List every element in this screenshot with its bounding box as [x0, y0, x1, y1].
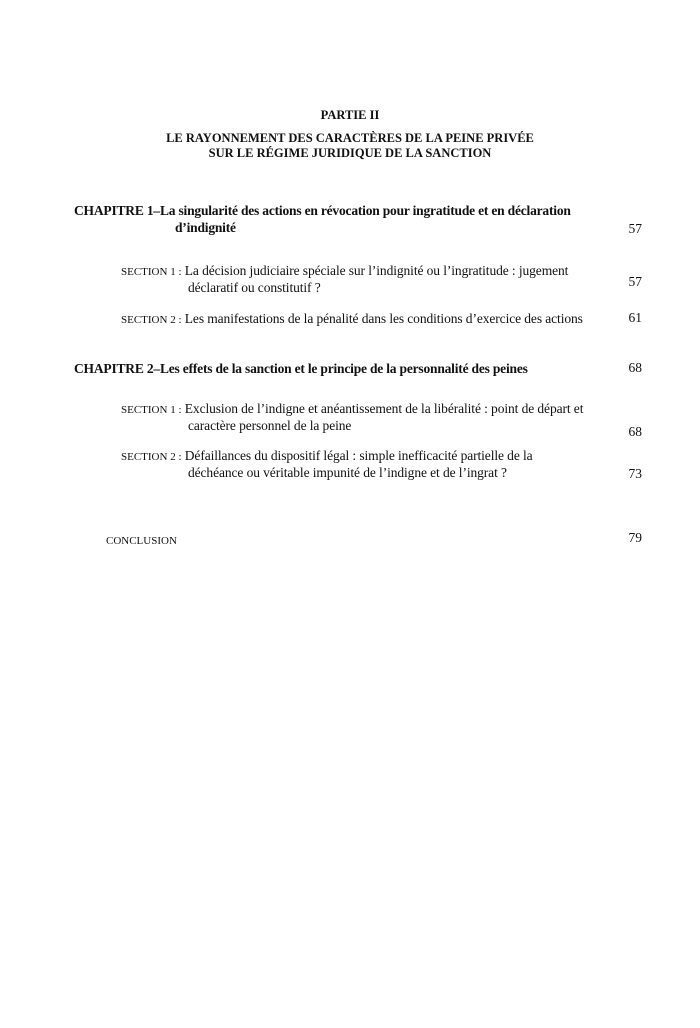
chapter-title-line1: La singularité des actions en révocation pour ingratitude et en déclaration — [159, 203, 571, 218]
section-title-line1: Défaillances du dispositif légal : simple inefficacité partielle de la — [184, 448, 533, 463]
toc-section-2-1[interactable] — [121, 401, 616, 434]
toc-section-1-2[interactable] — [121, 311, 616, 328]
chapter-separator: – — [153, 361, 160, 376]
toc-section-2-2[interactable] — [121, 448, 616, 481]
toc-chapter-2[interactable] — [74, 360, 622, 377]
part-title: PARTIE II — [320, 108, 380, 122]
section-label: SECTION 2 : — [121, 314, 182, 326]
section-title-line1: Exclusion de l’indigne et anéantissement de la libéralité : point de départ et — [184, 401, 584, 416]
toc-chapter-1[interactable] — [74, 202, 622, 236]
part-subtitle-line2: SUR LE RÉGIME JURIDIQUE DE LA SANCTION — [208, 146, 492, 160]
section-page-number: 57 — [628, 274, 642, 289]
section-page-number: 68 — [628, 424, 642, 439]
section-label: SECTION 1 : — [121, 266, 182, 278]
toc-conclusion[interactable]: CONCLUSION — [106, 535, 177, 547]
part-subtitle-line1: LE RAYONNEMENT DES CARACTÈRES DE LA PEINE PRIVÉE — [166, 131, 534, 145]
chapter-page-number: 68 — [628, 360, 642, 375]
section-title-line2: déchéance ou véritable impunité de l’indigne et de l’ingrat ? — [188, 465, 507, 480]
chapter-page-number: 57 — [628, 221, 642, 236]
section-title-line1: La décision judiciaire spéciale sur l’indignité ou l’ingratitude : jugement — [184, 263, 569, 278]
chapter-title-line2: d’indignité — [175, 220, 236, 235]
part-subtitle — [0, 131, 700, 161]
toc-section-1-1[interactable] — [121, 263, 616, 296]
section-title-line2: déclaratif ou constitutif ? — [188, 280, 321, 295]
chapter-label: CHAPITRE 1 — [74, 203, 154, 218]
chapter-separator: – — [153, 203, 160, 218]
chapter-title-line1: Les effets de la sanction et le principe de la personnalité des peines — [159, 361, 528, 376]
section-label: SECTION 1 : — [121, 404, 182, 416]
section-page-number: 61 — [628, 310, 642, 325]
section-title-line2: caractère personnel de la peine — [188, 418, 352, 433]
conclusion-page-number: 79 — [628, 530, 642, 545]
chapter-label: CHAPITRE 2 — [74, 361, 154, 376]
section-title-line1: Les manifestations de la pénalité dans les conditions d’exercice des actions — [184, 311, 583, 326]
section-label: SECTION 2 : — [121, 451, 182, 463]
section-page-number: 73 — [628, 466, 642, 481]
